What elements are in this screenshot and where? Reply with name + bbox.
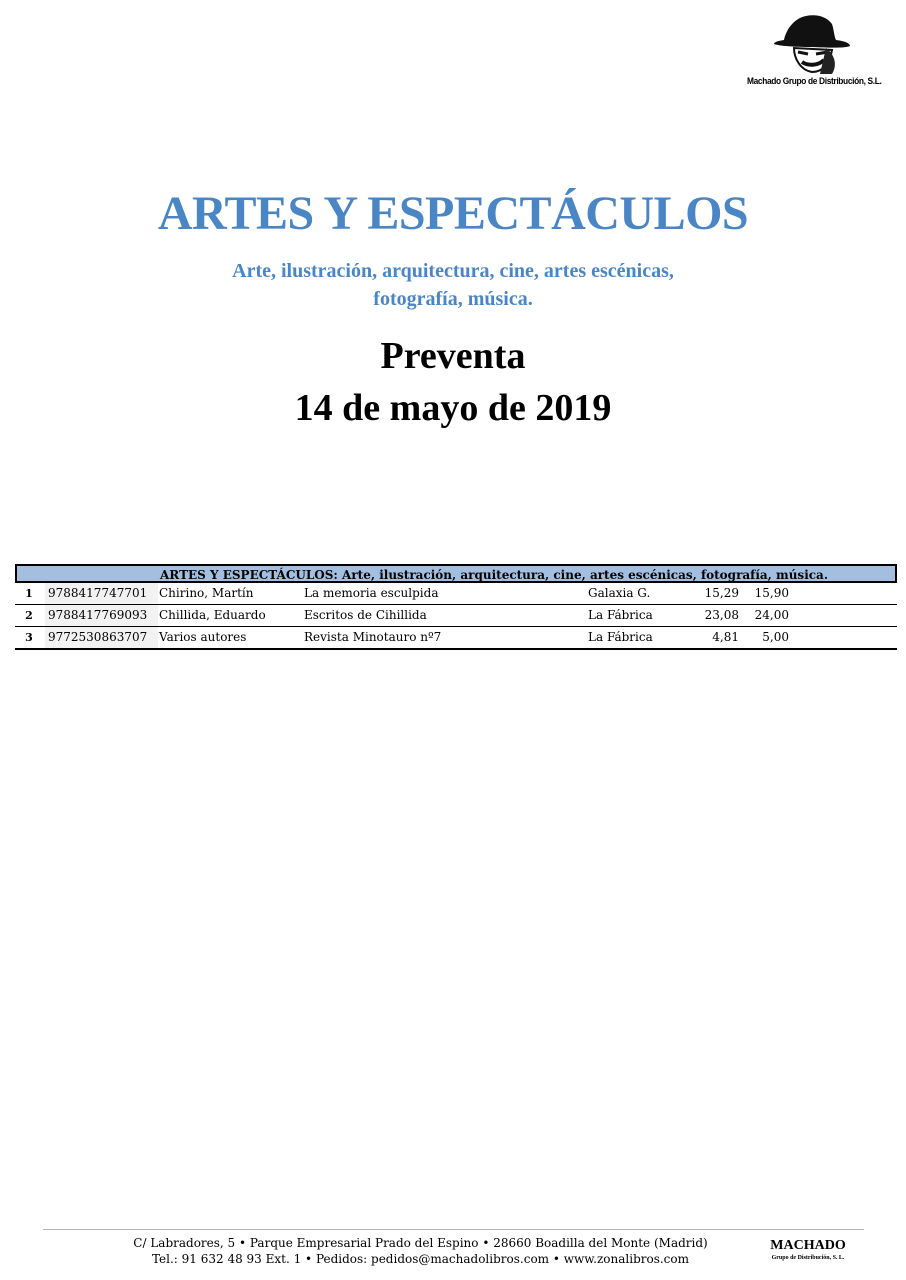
book-table [15, 564, 897, 650]
presale-date: 14 de mayo de 2019 [294, 387, 612, 429]
row-number: 2 [25, 609, 33, 622]
row-author: Varios autores [159, 630, 247, 644]
table-heading: ARTES Y ESPECTÁCULOS: Arte, ilustración, arquitectura, cine, artes escénicas, fotografía, música. [15, 564, 897, 583]
page-title: ARTES Y ESPECTÁCULOS [157, 187, 749, 240]
row-title: La memoria esculpida [304, 586, 439, 600]
presale-label: Preventa [380, 335, 526, 377]
row-price-net: 15,29 [704, 586, 739, 600]
row-price-net: 23,08 [704, 608, 739, 622]
row-title: Escritos de Cihillida [304, 608, 427, 622]
row-isbn: 9788417769093 [45, 605, 158, 626]
footer-brand-name: MACHADO [770, 1238, 846, 1253]
logo-caption: Machado Grupo de Distribución, S.L. [747, 76, 882, 87]
row-publisher: Galaxia G. [588, 586, 651, 600]
footer-contact-line: Tel.: 91 632 48 93 Ext. 1 • Pedidos: pedidos@machadolibros.com • www.zonalibros.com [151, 1252, 690, 1266]
table-row [15, 583, 897, 605]
row-number: 3 [25, 631, 33, 644]
row-isbn: 9772530863707 [45, 627, 158, 648]
footer-address [88, 1235, 753, 1267]
table-row [15, 627, 897, 650]
row-isbn: 9788417747701 [45, 583, 158, 604]
row-price-total: 5,00 [762, 630, 789, 644]
row-publisher: La Fábrica [588, 630, 653, 644]
row-title: Revista Minotauro nº7 [304, 630, 442, 644]
row-price-net: 4,81 [712, 630, 739, 644]
subtitle-line-2: fotografía, música. [373, 288, 533, 310]
row-publisher: La Fábrica [588, 608, 653, 622]
presale-block [0, 330, 906, 434]
hat-man-logo-icon [772, 10, 852, 76]
row-price-total: 24,00 [754, 608, 789, 622]
footer-address-line: C/ Labradores, 5 • Parque Empresarial Prado del Espino • 28660 Boadilla del Monte (Madrid) [133, 1236, 708, 1250]
footer-brand [752, 1238, 864, 1263]
row-author: Chirino, Martín [159, 586, 254, 600]
row-author: Chillida, Eduardo [159, 608, 266, 622]
page-subtitle [0, 257, 906, 313]
row-price-total: 15,90 [754, 586, 789, 600]
subtitle-line-1: Arte, ilustración, arquitectura, cine, artes escénicas, [232, 260, 674, 282]
company-logo [738, 10, 888, 94]
footer-brand-subtitle: Grupo de Distribución, S. L. [771, 1255, 845, 1261]
footer-divider [43, 1229, 864, 1230]
row-number: 1 [25, 587, 33, 600]
table-row [15, 605, 897, 627]
